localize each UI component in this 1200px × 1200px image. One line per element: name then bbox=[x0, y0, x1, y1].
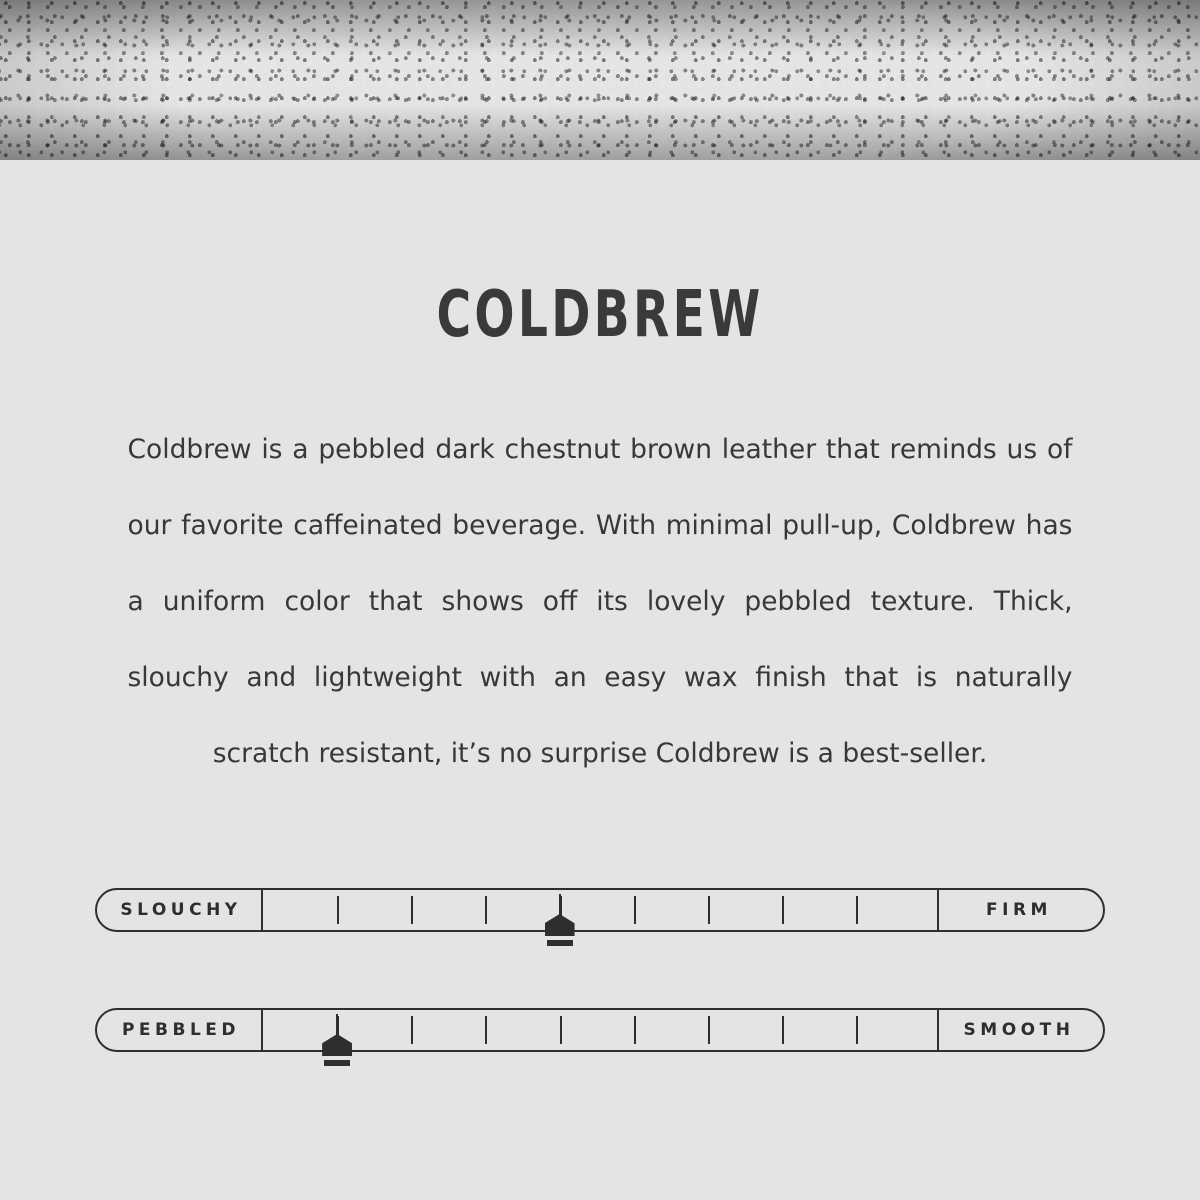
scale-tick bbox=[411, 1016, 413, 1044]
scale-tick bbox=[634, 1016, 636, 1044]
scale-track[interactable] bbox=[263, 1010, 937, 1050]
scale-right-label: FIRM bbox=[937, 890, 1103, 930]
scale-pebbled-smooth bbox=[95, 1008, 1105, 1052]
scale-left-label: PEBBLED bbox=[97, 1010, 263, 1050]
attribute-scales bbox=[0, 888, 1200, 1052]
scale-tick bbox=[337, 896, 339, 924]
marker-base-icon bbox=[324, 1060, 350, 1066]
scale-track[interactable] bbox=[263, 890, 937, 930]
scale-tick bbox=[485, 1016, 487, 1044]
marker-base-icon bbox=[547, 940, 573, 946]
scale-tick bbox=[856, 1016, 858, 1044]
scale-tick bbox=[411, 896, 413, 924]
scale-tick bbox=[560, 1016, 562, 1044]
page-title: COLDBREW bbox=[436, 278, 764, 352]
scale-tick bbox=[708, 896, 710, 924]
scale-tick bbox=[782, 1016, 784, 1044]
leather-vignette bbox=[0, 0, 1200, 160]
description-text: Coldbrew is a pebbled dark chestnut brown leather that reminds us of our favorite caffeinated beverage. With minimal pull-up, Coldbrew has a uniform color that shows off its lovely pebbled texture. Thick, slouchy and lightweight with an easy wax finish that is naturally scratch resistant, it’s no surprise Coldbrew is a best-seller. bbox=[127, 434, 1073, 769]
scale-left-label: SLOUCHY bbox=[97, 890, 263, 930]
scale-tick bbox=[337, 1016, 339, 1044]
scale-tick bbox=[634, 896, 636, 924]
scale-slouchy-firm bbox=[95, 888, 1105, 932]
scale-tick bbox=[485, 896, 487, 924]
scale-tick bbox=[560, 896, 562, 924]
scale-tick bbox=[708, 1016, 710, 1044]
scale-tick bbox=[782, 896, 784, 924]
scale-right-label: SMOOTH bbox=[937, 1010, 1103, 1050]
scale-tick bbox=[856, 896, 858, 924]
leather-swatch-image bbox=[0, 0, 1200, 160]
